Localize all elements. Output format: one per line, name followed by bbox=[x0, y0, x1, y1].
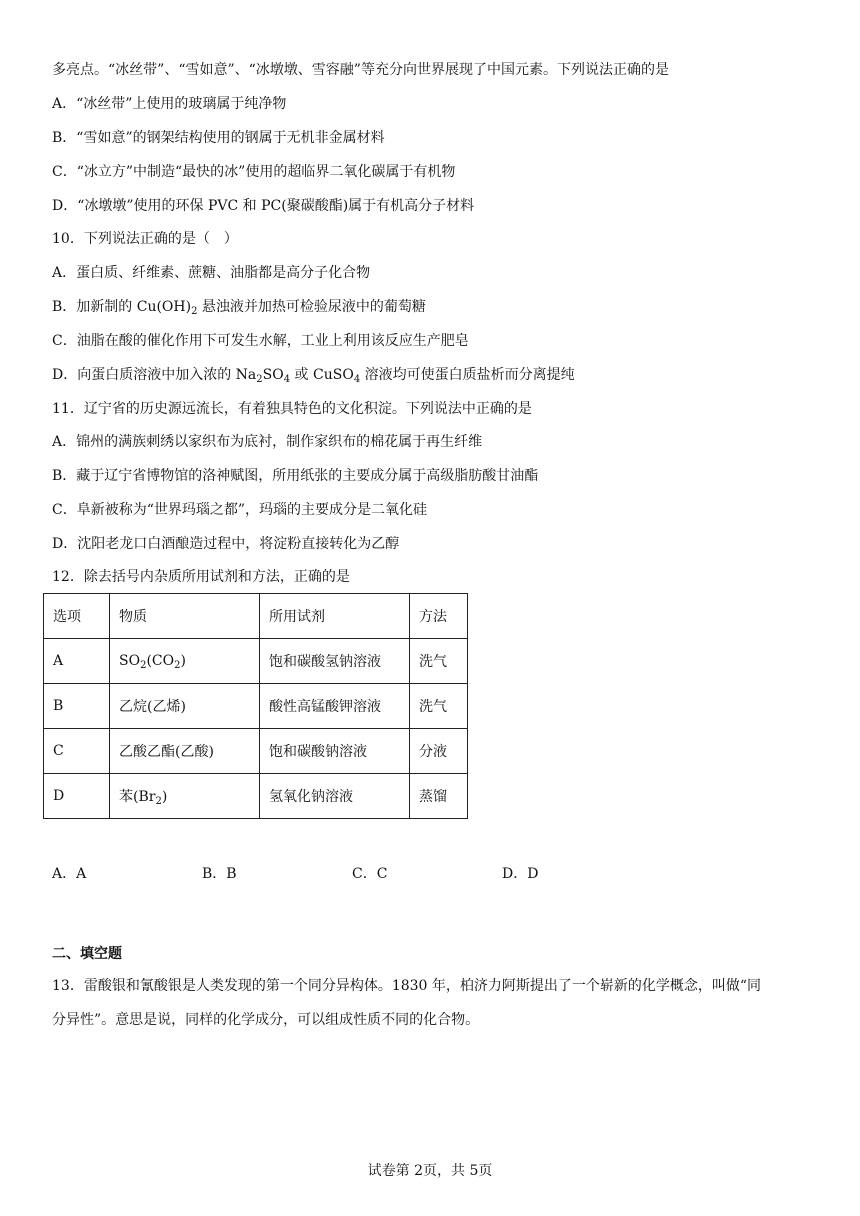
section-title: 二、填空题 bbox=[52, 946, 122, 962]
q11-option-b: B．藏于辽宁省博物馆的洛神赋图，所用纸张的主要成分属于高级脂肪酸甘油酯 bbox=[52, 468, 539, 484]
row-reagent: 饱和碳酸钠溶液 bbox=[260, 729, 410, 774]
q11-option-d: D．沈阳老龙口白酒酿造过程中，将淀粉直接转化为乙醇 bbox=[52, 536, 400, 552]
q11-option-c: C．阜新被称为“世界玛瑙之都”，玛瑙的主要成分是二氧化硅 bbox=[52, 502, 428, 518]
q9-option-d: D．“冰墩墩”使用的环保 PVC 和 PC(聚碳酸酯)属于有机高分子材料 bbox=[52, 198, 475, 214]
row-option: C bbox=[44, 729, 110, 774]
row-reagent: 饱和碳酸氢钠溶液 bbox=[260, 639, 410, 684]
row-substance: 乙酸乙酯(乙酸) bbox=[110, 729, 260, 774]
q12-answer-a: A．A bbox=[52, 866, 87, 882]
q10-option-c: C．油脂在酸的催化作用下可发生水解，工业上利用该反应生产肥皂 bbox=[52, 333, 469, 349]
header-substance: 物质 bbox=[110, 594, 260, 639]
q10-stem: 10．下列说法正确的是（ ） bbox=[52, 231, 238, 247]
header-reagent: 所用试剂 bbox=[260, 594, 410, 639]
row-method: 分液 bbox=[410, 729, 468, 774]
q9-stem-tail: 多亮点。“冰丝带”、“雪如意”、“冰墩墩、雪容融”等充分向世界展现了中国元素。下列说法正确的是 bbox=[52, 62, 669, 78]
row-substance: 乙烷(乙烯) bbox=[110, 684, 260, 729]
table-header-row bbox=[44, 594, 468, 639]
row-method: 洗气 bbox=[410, 639, 468, 684]
header-method: 方法 bbox=[410, 594, 468, 639]
row-method: 蒸馏 bbox=[410, 774, 468, 819]
q12-answer-b: B．B bbox=[202, 866, 237, 882]
row-reagent: 氢氧化钠溶液 bbox=[260, 774, 410, 819]
page-footer: 试卷第 2页，共 5页 bbox=[367, 1163, 493, 1179]
table-row bbox=[44, 639, 468, 684]
q13-line-1: 13．雷酸银和氰酸银是人类发现的第一个同分异构体。1830 年，柏济力阿斯提出了一个崭新的化学概念，叫做“同 bbox=[52, 978, 762, 994]
q11-option-a: A．锦州的满族刺绣以家织布为底衬，制作家织布的棉花属于再生纤维 bbox=[52, 434, 483, 450]
row-option: A bbox=[44, 639, 110, 684]
q9-option-c: C．“冰立方”中制造“最快的冰”使用的超临界二氧化碳属于有机物 bbox=[52, 164, 456, 180]
table-row bbox=[44, 729, 468, 774]
row-substance: $SO_2(CO_2)$ bbox=[110, 639, 260, 684]
table-row bbox=[44, 774, 468, 819]
table-row bbox=[44, 684, 468, 729]
row-method: 洗气 bbox=[410, 684, 468, 729]
q9-option-b: B．“雪如意”的钢架结构使用的钢属于无机非金属材料 bbox=[52, 130, 385, 146]
row-option: D bbox=[44, 774, 110, 819]
header-option: 选项 bbox=[44, 594, 110, 639]
row-reagent: 酸性高锰酸钾溶液 bbox=[260, 684, 410, 729]
q12-table bbox=[43, 593, 468, 819]
q12-stem: 12．除去括号内杂质所用试剂和方法，正确的是 bbox=[52, 569, 350, 585]
q10-option-a: A．蛋白质、纤维素、蔗糖、油脂都是高分子化合物 bbox=[52, 265, 371, 281]
q10-option-b: B．加新制的 $Cu(OH)_2$ 悬浊液并加热可检验尿液中的葡萄糖 bbox=[52, 299, 426, 317]
q13-line-2: 分异性”。意思是说，同样的化学成分，可以组成性质不同的化合物。 bbox=[52, 1012, 480, 1028]
q11-stem: 11．辽宁省的历史源远流长，有着独具特色的文化积淀。下列说法中正确的是 bbox=[52, 401, 532, 417]
q12-answer-c: C．C bbox=[352, 866, 388, 882]
q9-option-a: A．“冰丝带”上使用的玻璃属于纯净物 bbox=[52, 96, 287, 112]
q12-answer-d: D．D bbox=[502, 866, 539, 882]
row-option: B bbox=[44, 684, 110, 729]
q10-option-d: D．向蛋白质溶液中加入浓的 $Na_2SO_4$ 或 CuSO$_4$ 溶液均可使蛋白质盐析而分离提纯 bbox=[52, 367, 575, 385]
row-substance: 苯$(Br_2)$ bbox=[110, 774, 260, 819]
